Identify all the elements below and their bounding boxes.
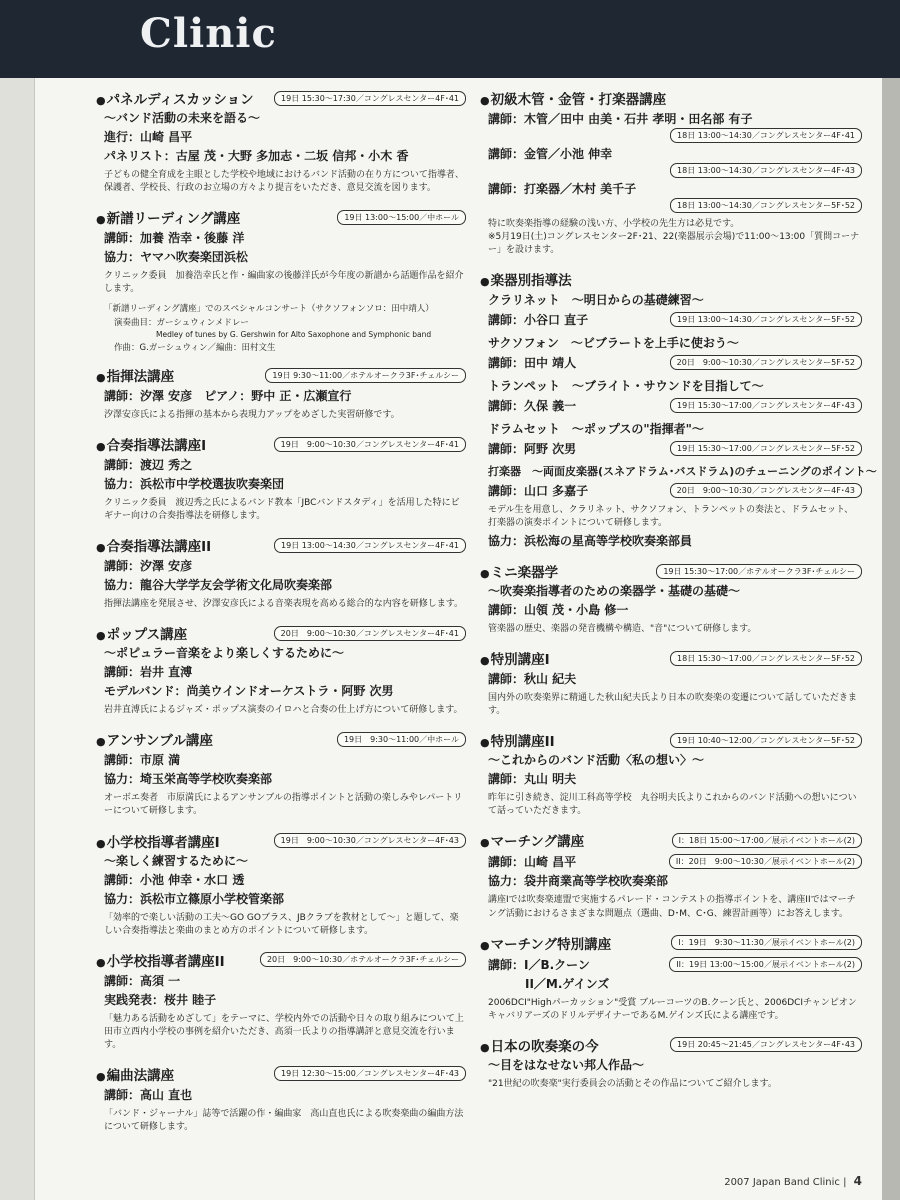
section-title: ● パネルディスカッション bbox=[96, 88, 254, 108]
time-badge: 19日 12:30〜15:00／コングレスセンター4F･43 bbox=[274, 1066, 466, 1081]
section-note: ※5月19日(土)コングレスセンター2F･21、22(楽器展示会場)で11:00〜13:00「質問コーナー」を設けます。 bbox=[488, 232, 860, 256]
section-title: ● 合奏指導法講座II bbox=[96, 535, 211, 555]
time-badge: 19日 9:30〜11:00／中ホール bbox=[337, 732, 466, 747]
section-title: ● 指揮法講座 bbox=[96, 365, 174, 385]
section-marching-special bbox=[480, 933, 862, 1023]
time-badge: 20日 9:00〜10:30／ホテルオークラ3F･チェルシー bbox=[260, 952, 466, 967]
section-elementary-1 bbox=[96, 831, 466, 938]
right-column bbox=[480, 88, 877, 1103]
section-reading bbox=[96, 207, 466, 353]
section-description: 汐澤安彦氏による指揮の基本から表現力アップをめざした実習研修です。 bbox=[104, 410, 400, 421]
section-special-1 bbox=[480, 648, 862, 718]
section-description: 講座Iでは吹奏楽連盟で実施するパレード・コンテストの指導ポイントを、講座IIではマーチング活動におけるさまざまな問題点（選曲、D･M、C･G、練習計画等）にお答えします。 bbox=[488, 895, 856, 919]
lesson-title: クラリネット 〜明日からの基礎練習〜 bbox=[488, 293, 704, 308]
cooperation: 協力：袋井商業高等学校吹奏楽部 bbox=[488, 874, 669, 889]
instructor: 講師：打楽器／木村 美千子 bbox=[488, 182, 637, 196]
section-description: 2006DCI"Highパーカッション"受賞 ブルーコーツのB.クーン氏と、2006DCIチャンピオン キャバリアーズのドリルデザイナーであるM.ゲインズ氏による講座です。 bbox=[488, 997, 857, 1021]
concert-piece-english: Medley of tunes by G. Gershwin for Alto Saxophone and Symphonic band bbox=[156, 330, 432, 340]
section-title: ● アンサンブル講座 bbox=[96, 729, 213, 749]
section-subtitle: 〜これからのバンド活動〈私の想い〉〜 bbox=[488, 753, 705, 768]
time-badge: 19日 20:45〜21:45／コングレスセンター4F･43 bbox=[670, 1037, 862, 1052]
section-description: 岩井直溥氏によるジャズ・ポップス演奏のイロハと合奏の仕上げ方について研修します。 bbox=[104, 705, 463, 716]
section-pops bbox=[96, 623, 466, 717]
page-title: Clinic bbox=[140, 10, 277, 57]
left-column bbox=[96, 88, 466, 1146]
instructor: 講師：山口 多嘉子 bbox=[488, 484, 589, 499]
page-edge bbox=[882, 78, 900, 1200]
section-title: ● マーチング特別講座 bbox=[480, 933, 611, 953]
section-description: クリニック委員 加養浩幸氏と作・編曲家の後藤洋氏が今年度の新譜から話題作品を紹介します。 bbox=[104, 271, 464, 295]
section-mini-instrument bbox=[480, 561, 862, 636]
moderator: 進行：山崎 昌平 bbox=[104, 130, 193, 144]
instructor: 講師：加養 浩幸・後藤 洋 bbox=[104, 231, 245, 246]
cooperation: 協力：浜松市中学校選抜吹奏楽団 bbox=[104, 477, 285, 492]
lesson-title: トランペット 〜ブライト・サウンドを目指して〜 bbox=[488, 379, 764, 394]
section-description: オーボエ奏者 市原満氏によるアンサンブルの指導ポイントと活動の楽しみやレパートリーについて研修します。 bbox=[104, 793, 463, 817]
section-marching bbox=[480, 830, 862, 920]
section-description: 「バンド・ジャーナル」誌等で活躍の作・編曲家 高山直也氏による吹奏楽曲の編曲方法について研修します。 bbox=[104, 1108, 464, 1132]
section-title: ● 編曲法講座 bbox=[96, 1064, 174, 1084]
section-panel bbox=[96, 88, 466, 195]
concert-composer: 作曲：G.ガーシュウィン／編曲：田村文生 bbox=[114, 343, 276, 354]
section-title: ● 日本の吹奏楽の今 bbox=[480, 1035, 599, 1055]
time-badge: 19日 15:30〜17:00／ホテルオークラ3F･チェルシー bbox=[656, 564, 862, 579]
instructor: 講師：市原 満 bbox=[104, 753, 181, 768]
section-subtitle: 〜吹奏楽指導者のための楽器学・基礎の基礎〜 bbox=[488, 584, 741, 599]
time-badge: 19日 15:30〜17:30／コングレスセンター4F･41 bbox=[274, 91, 466, 106]
section-description: "21世紀の吹奏楽"実行委員会の活動とその作品についてご紹介します。 bbox=[488, 1078, 777, 1089]
section-title: ● 楽器別指導法 bbox=[480, 269, 572, 289]
section-subtitle: 〜バンド活動の未来を語る〜 bbox=[104, 111, 261, 125]
time-badge: 19日 9:00〜10:30／コングレスセンター4F･43 bbox=[274, 833, 466, 848]
instructor: 講師：汐澤 安彦 bbox=[104, 559, 193, 574]
cooperation: 協力：埼玉栄高等学校吹奏楽部 bbox=[104, 772, 273, 787]
section-arranging bbox=[96, 1064, 466, 1134]
model-band: モデルバンド：尚美ウインドオーケストラ・阿野 次男 bbox=[104, 684, 394, 699]
section-subtitle: 〜楽しく練習するために〜 bbox=[104, 853, 249, 868]
section-description: クリニック委員 渡辺秀之氏によるバンド教本「JBCバンドスタディ」を活用した特にビギナー向けの合奏指導法を研修します。 bbox=[104, 498, 460, 522]
time-badge: 19日 9:30〜11:00／ホテルオークラ3F･チェルシー bbox=[265, 368, 466, 383]
time-badge: I：18日 15:00〜17:00／展示イベントホール(2) bbox=[672, 833, 862, 848]
section-description: 子どもの健全育成を主眼とした学校や地域におけるバンド活動の在り方について指導者、保護者、学校長、行政のお立場の方々より提言をいただき、意見交流を図ります。 bbox=[104, 170, 464, 194]
cooperation: 協力：浜松市立篠原小学校管楽部 bbox=[104, 891, 285, 906]
section-title: ● 小学校指導者講座I bbox=[96, 831, 220, 851]
section-description: 「効率的で楽しい活動の工夫〜GO GOブラス、JBクラブを教材として〜」と題して、楽しい合奏指導法と楽曲のまとめ方のポイントについて研修します。 bbox=[104, 912, 459, 936]
time-badge: 19日 13:00〜14:30／コングレスセンター5F･52 bbox=[670, 312, 862, 327]
section-subtitle: 〜ポピュラー音楽をより楽しくするために〜 bbox=[104, 646, 345, 661]
instructor-2: II／M.ゲインズ bbox=[525, 976, 610, 991]
section-instrument bbox=[480, 269, 877, 549]
section-description: 指揮法講座を発展させ、汐澤安彦氏による音楽表現を高める総合的な内容を研修します。 bbox=[104, 599, 464, 610]
lesson-title: 打楽器 〜両面皮楽器(スネアドラム･バスドラム)のチューニングのポイント〜 bbox=[488, 465, 877, 479]
section-title: ● 小学校指導者講座II bbox=[96, 950, 225, 970]
lesson-title: ドラムセット 〜ポップスの"指揮者"〜 bbox=[488, 422, 704, 437]
section-title: ● 初級木管・金管・打楽器講座 bbox=[480, 88, 666, 108]
instructor: 講師：久保 義一 bbox=[488, 399, 577, 414]
cooperation: 協力：浜松海の星高等学校吹奏楽部員 bbox=[488, 534, 693, 549]
section-title: ● 新譜リーディング講座 bbox=[96, 207, 240, 227]
time-badge: 18日 13:00〜14:30／コングレスセンター5F･52 bbox=[670, 198, 862, 213]
page-number: 4 bbox=[853, 1174, 862, 1188]
section-description: 国内外の吹奏楽界に精通した秋山紀夫氏より日本の吹奏楽の変遷について話していただきます。 bbox=[488, 693, 857, 717]
section-title: ● マーチング講座 bbox=[480, 830, 584, 850]
time-badge: 19日 10:40〜12:00／コングレスセンター5F･52 bbox=[670, 733, 862, 748]
instructor: 講師：山領 茂・小島 修一 bbox=[488, 603, 629, 618]
section-title: ● ミニ楽器学 bbox=[480, 561, 558, 581]
header-bar bbox=[0, 0, 900, 78]
time-badge: II：19日 13:00〜15:00／展示イベントホール(2) bbox=[669, 957, 862, 972]
instructor: 講師：金管／小池 伸幸 bbox=[488, 147, 613, 161]
time-badge: 18日 15:30〜17:00／コングレスセンター5F･52 bbox=[670, 651, 862, 666]
time-badge: 18日 13:00〜14:30／コングレスセンター4F･41 bbox=[670, 128, 862, 143]
section-description: 「魅力ある活動をめざして」をテーマに、学校内外での活動や日々の取り組みについて上田市立西内小学校の事例を紹介いただき、高須一氏よりの指導講評と意見交流を行います。 bbox=[104, 1013, 464, 1050]
instructor: 講師：汐澤 安彦 ピアノ：野中 正・広瀬宣行 bbox=[104, 389, 352, 404]
section-title: ● ポップス講座 bbox=[96, 623, 187, 643]
time-badge: 19日 15:30〜17:00／コングレスセンター4F･43 bbox=[670, 398, 862, 413]
time-badge: 20日 9:00〜10:30／コングレスセンター4F･41 bbox=[274, 626, 466, 641]
instructor: 講師：山崎 昌平 bbox=[488, 855, 577, 870]
instructor: 講師：木管／田中 由美・石井 孝明・田名部 有子 bbox=[488, 112, 753, 126]
section-description: 管楽器の歴史、楽器の発音機構や構造、"音"について研修します。 bbox=[488, 624, 757, 635]
time-badge: 19日 9:00〜10:30／コングレスセンター4F･41 bbox=[274, 437, 466, 452]
section-japan-now bbox=[480, 1035, 862, 1091]
section-description: 昨年に引き続き、淀川工科高等学校 丸谷明夫氏よりこれからのバンド活動への想いについて話っていただきます。 bbox=[488, 793, 857, 817]
presenter: 実践発表：桜井 睦子 bbox=[104, 992, 217, 1007]
time-badge: I：19日 9:30〜11:30／展示イベントホール(2) bbox=[671, 935, 862, 950]
section-subtitle: 〜目をはなせない邦人作品〜 bbox=[488, 1057, 645, 1072]
concert-piece: 演奏曲目：ガーシュウィンメドレー bbox=[114, 318, 249, 329]
binding-edge bbox=[0, 78, 35, 1200]
instructor: 講師：高山 直也 bbox=[104, 1087, 193, 1102]
lesson-title: サクソフォン 〜ビブラートを上手に使おう〜 bbox=[488, 336, 739, 351]
time-badge: 20日 9:00〜10:30／コングレスセンター4F･43 bbox=[670, 483, 862, 498]
section-ensemble-2 bbox=[96, 535, 466, 611]
section-description: 特に吹奏楽指導の経験の浅い方、小学校の先生方は必見です。 bbox=[488, 219, 740, 229]
section-title: ● 合奏指導法講座I bbox=[96, 434, 206, 454]
instructor: 講師：岩井 直溥 bbox=[104, 665, 193, 680]
concert-info: 「新譜リーディング講座」でのスペシャルコンサート（サクソフォンソロ：田中靖人） bbox=[104, 304, 434, 315]
time-badge: 19日 15:30〜17:00／コングレスセンター5F･52 bbox=[670, 441, 862, 456]
instructor: 講師：秋山 紀夫 bbox=[488, 672, 577, 687]
section-title: ● 特別講座I bbox=[480, 648, 550, 668]
section-description: モデル生を用意し、クラリネット、サクソフォン、トランペットの奏法と、ドラムセット、打楽器の演奏ポイントについて研修します。 bbox=[488, 505, 854, 529]
cooperation: 協力：龍谷大学学友会学術文化局吹奏楽部 bbox=[104, 578, 333, 593]
section-special-2 bbox=[480, 730, 862, 818]
footer-text: 2007 Japan Band Clinic bbox=[724, 1177, 840, 1188]
instructor: 講師：I／B.クーン bbox=[488, 957, 590, 972]
time-badge: II：20日 9:00〜10:30／展示イベントホール(2) bbox=[669, 854, 862, 869]
instructor: 講師：田中 靖人 bbox=[488, 356, 577, 371]
section-title: ● 特別講座II bbox=[480, 730, 555, 750]
instructor: 講師：丸山 明夫 bbox=[488, 772, 577, 787]
section-elementary-2 bbox=[96, 950, 466, 1052]
section-beginner bbox=[480, 88, 862, 257]
instructor: 講師：阿野 次男 bbox=[488, 442, 577, 457]
instructor: 講師：渡辺 秀之 bbox=[104, 458, 193, 473]
time-badge: 19日 13:00〜15:00／中ホール bbox=[337, 210, 466, 225]
section-conducting bbox=[96, 365, 466, 422]
panelists: パネリスト：古屋 茂・大野 多加志・二坂 信邦・小木 香 bbox=[104, 149, 409, 163]
instructor: 講師：高須 一 bbox=[104, 973, 181, 988]
cooperation: 協力：ヤマハ吹奏楽団浜松 bbox=[104, 250, 248, 265]
time-badge: 18日 13:00〜14:30／コングレスセンター4F･43 bbox=[670, 163, 862, 178]
time-badge: 19日 13:00〜14:30／コングレスセンター4F･41 bbox=[274, 538, 466, 553]
page-footer: 2007 Japan Band Clinic | 4 bbox=[724, 1174, 862, 1188]
section-ensemble-1 bbox=[96, 434, 466, 523]
section-ensemble-small bbox=[96, 729, 466, 818]
instructor: 講師：小谷口 直子 bbox=[488, 313, 589, 328]
time-badge: 20日 9:00〜10:30／コングレスセンター5F･52 bbox=[670, 355, 862, 370]
instructor: 講師：小池 伸幸・水口 透 bbox=[104, 872, 245, 887]
